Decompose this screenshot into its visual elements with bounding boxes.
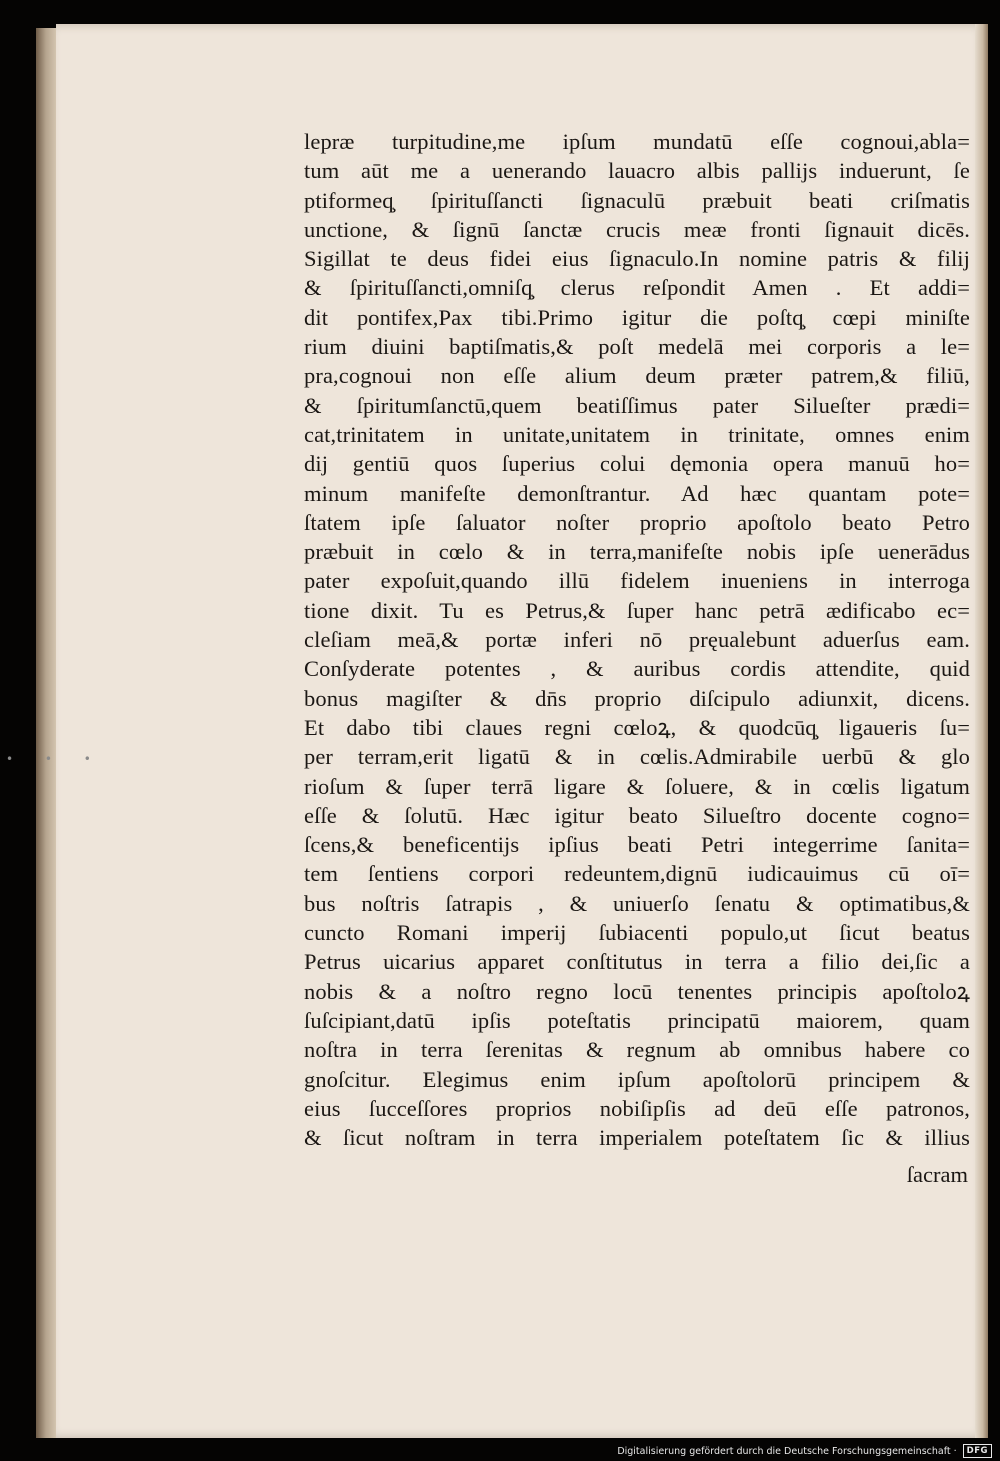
text-line: cleſiam meā,& portæ inferi nō pręualebunt aduerſus eam.	[304, 627, 970, 653]
text-line: præbuit in cœlo & in terra,manifeſte nobis ipſe uenerādus	[304, 539, 970, 565]
printed-text-block	[304, 127, 970, 1152]
text-line: ſcens,& beneficentijs ipſius beati Petri integerrime ſanita=	[304, 832, 970, 858]
text-line: tione dixit. Tu es Petrus,& ſuper hanc petrā ædificabo ec=	[304, 597, 970, 623]
text-line: bonus magiſter & dn̄s proprio diſcipulo adiunxit, dicens.	[304, 685, 970, 711]
text-line: gnoſcitur. Elegimus enim ipſum apoſtolorū principem &	[304, 1066, 970, 1092]
text-line: dij gentiū quos ſuperius colui dęmonia opera manuū ho=	[304, 451, 970, 477]
page-footer	[617, 1443, 992, 1459]
text-line: Conſyderate potentes , & auribus cordis attendite, quid	[304, 656, 970, 682]
binding-edge	[36, 28, 58, 1438]
text-line: per terram,erit ligatū & in cœlis.Admirabile uerbū & glo	[304, 744, 970, 770]
text-line: dit pontifex,Pax tibi.Primo igitur die poſtq̧ cœpi miniſte	[304, 304, 970, 330]
text-line: rioſum & ſuper terrā ligare & ſoluere, & in cœlis ligatum	[304, 773, 970, 799]
text-line: eſſe & ſolutū. Hæc igitur beato Silueſtro docente cogno=	[304, 802, 970, 828]
text-line: & ſpirituſſancti,omniſq̧ clerus reſpondit Amen . Et addi=	[304, 275, 970, 301]
text-line: cat,trinitatem in unitate,unitatem in trinitate, omnes enim	[304, 421, 970, 447]
text-line: Sigillat te deus fidei eius ſignaculo.In nomine patris & filij	[304, 246, 970, 272]
dfg-logo: DFG	[963, 1444, 992, 1458]
text-line: cuncto Romani imperij ſubiacenti populo,ut ſicut beatus	[304, 920, 970, 946]
digitization-credit: Digitalisierung gefördert durch die Deutsche Forschungsgemeinschaft ·	[617, 1445, 957, 1457]
text-line: unctione, & ſignū ſanctæ crucis meæ fronti ſignauit dicēs.	[304, 216, 970, 242]
text-line: eius ſucceſſores proprios nobiſipſis ad deū eſſe patronos,	[304, 1095, 970, 1121]
text-line: tem ſentiens corpori redeuntem,dignū iudicauimus cū oī=	[304, 861, 970, 887]
text-line: pater expoſuit,quando illū fidelem inueniens in interroga	[304, 568, 970, 594]
text-line: nobis & a noſtro regno locū tenentes principis apoſtoloꝝ	[304, 978, 970, 1004]
text-line: ſuſcipiant,datū ipſis poteſtatis principatū maiorem, quam	[304, 1007, 970, 1033]
text-line: noſtra in terra ſerenitas & regnum ab omnibus habere co	[304, 1037, 970, 1063]
text-line: bus noſtris ſatrapis , & uniuerſo ſenatu & optimatibus,&	[304, 890, 970, 916]
text-line: lepræ turpitudine,me ipſum mundatū eſſe cognoui,abla=	[304, 129, 970, 154]
text-line: tum aūt me a uenerando lauacro albis pallijs induerunt, ſe	[304, 158, 970, 184]
catchword: ſacram	[906, 1162, 968, 1187]
text-line: Petrus uicarius apparet conſtitutus in terra a filio dei,ſic a	[304, 949, 970, 975]
page-fore-edge	[975, 24, 988, 1438]
text-line: ſtatem ipſe ſaluator noſter proprio apoſtolo beato Petro	[304, 509, 970, 535]
text-line: pra,cognoui non eſſe alium deum præter patrem,& filiū,	[304, 363, 970, 389]
text-line: minum manifeſte demonſtrantur. Ad hæc quantam pote=	[304, 480, 970, 506]
text-line: & ſpiritumſanctū,quem beatiſſimus pater Silueſter prædi=	[304, 392, 970, 418]
text-line: & ſicut noſtram in terra imperialem poteſtatem ſic & illius	[304, 1125, 970, 1151]
text-line: rium diuini baptiſmatis,& poſt medelā mei corporis a le=	[304, 334, 970, 360]
margin-marks: • • •	[6, 752, 105, 766]
text-line: ptiformeq̧ ſpirituſſancti ſignaculū præbuit beati criſmatis	[304, 187, 970, 213]
text-line: Et dabo tibi claues regni cœloꝝ, & quodcūq̧ ligaueris ſu=	[304, 714, 970, 740]
